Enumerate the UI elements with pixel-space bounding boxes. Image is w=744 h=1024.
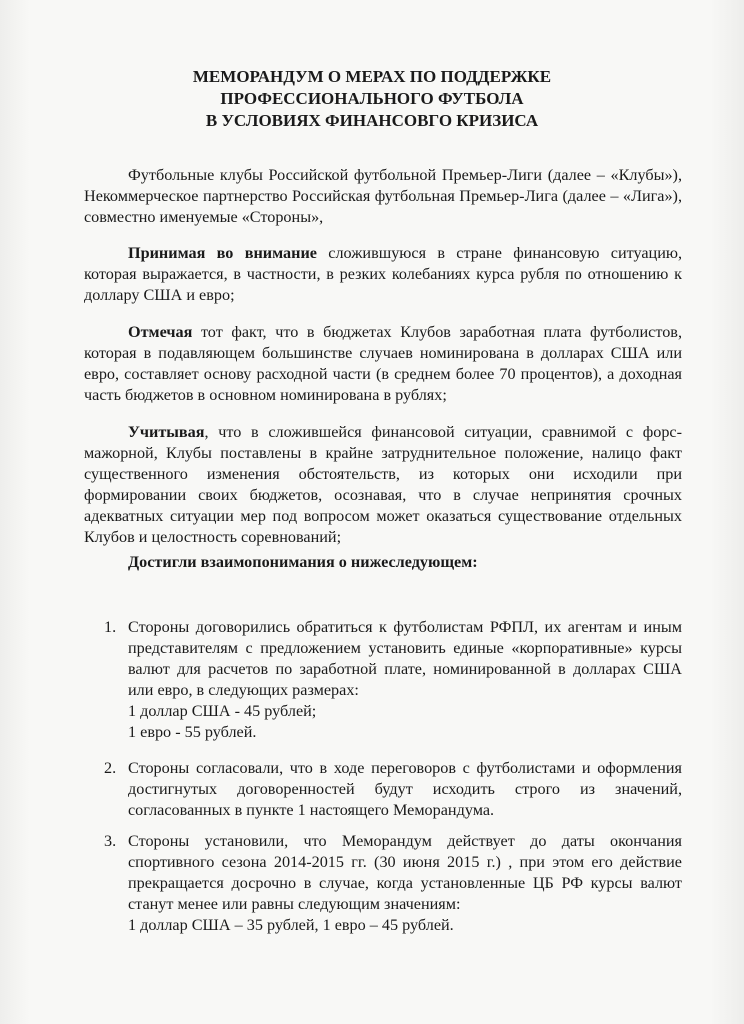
rate-usd: 1 доллар США - 45 рублей; xyxy=(128,702,317,720)
considering-lead: Принимая во внимание xyxy=(128,244,317,262)
given-lead: Учитывая xyxy=(128,423,205,441)
given-text: , что в сложившейся финансовой ситуации, сравнимой с форс-мажорной, Клубы поставлены в крайне затруднительное положение, налицо факт существенного изменения обстоятельств, из которых они исходили при формировании своих бюджетов, осознавая, что в случае непринятия срочных адекватных ситуации мер под вопросом может оказаться существование отдельных Клубов и целостность соревнований; xyxy=(84,423,682,546)
intro-paragraph xyxy=(84,165,682,228)
title-line-3: В УСЛОВИЯХ ФИНАНСОВГО КРИЗИСА xyxy=(205,111,539,130)
list-item-2 xyxy=(104,758,682,821)
considering-text: сложившуюся в стране финансовую ситуацию, которая выражается, в частности, в резких колебаниях курса рубля по отношению к доллару США и евро; xyxy=(84,244,682,304)
title-line-2: ПРОФЕССИОНАЛЬНОГО ФУТБОЛА xyxy=(220,89,524,108)
agreement-heading: Достигли взаимопонимания о нижеследующем: xyxy=(128,553,478,571)
given-paragraph xyxy=(84,422,682,548)
list-item-3 xyxy=(104,831,682,936)
item-number: 3. xyxy=(104,832,117,850)
considering-paragraph xyxy=(84,243,682,306)
noting-paragraph xyxy=(84,322,682,406)
item-number: 2. xyxy=(104,759,117,777)
rate-eur: 1 евро - 55 рублей. xyxy=(128,723,257,741)
document-title xyxy=(0,66,744,132)
item-text: Стороны договорились обратиться к футболистам РФПЛ, их агентам и иным представителям с предложением установить единые «корпоративные» курсы валют для расчетов по заработной плате, номинированной в долларах США или евро, в следующих размерах: xyxy=(128,618,682,699)
item-number: 1. xyxy=(104,618,117,636)
item-text: Стороны установили, что Меморандум действует до даты окончания спортивного сезона 2014-2015 гг. (30 июня 2015 г.) , при этом его действие прекращается досрочно в случае, когда установленные ЦБ РФ курсы валют станут менее или равны следующим значениям: xyxy=(128,832,682,913)
intro-text: Футбольные клубы Российской футбольной Премьер-Лиги (далее – «Клубы»), Некоммерческое партнерство Российская футбольная Премьер-Лига (далее – «Лига»), совместно именуемые «Стороны», xyxy=(84,166,682,226)
item-text: Стороны согласовали, что в ходе переговоров с футболистами и оформления достигнутых договоренностей будут исходить строго из значений, согласованных в пункте 1 настоящего Меморандума. xyxy=(128,759,682,819)
threshold-rates: 1 доллар США – 35 рублей, 1 евро – 45 рублей. xyxy=(128,916,454,934)
list-item-1 xyxy=(104,617,682,743)
noting-text: тот факт, что в бюджетах Клубов заработная плата футболистов, которая в подавляющем большинстве случаев номинирована в долларах США или евро, составляет основу расходной части (в среднем более 70 процентов), а доходная часть бюджетов в основном номинирована в рублях; xyxy=(84,323,682,404)
noting-lead: Отмечая xyxy=(128,323,193,341)
title-line-1: МЕМОРАНДУМ О МЕРАХ ПО ПОДДЕРЖКЕ xyxy=(192,67,552,86)
